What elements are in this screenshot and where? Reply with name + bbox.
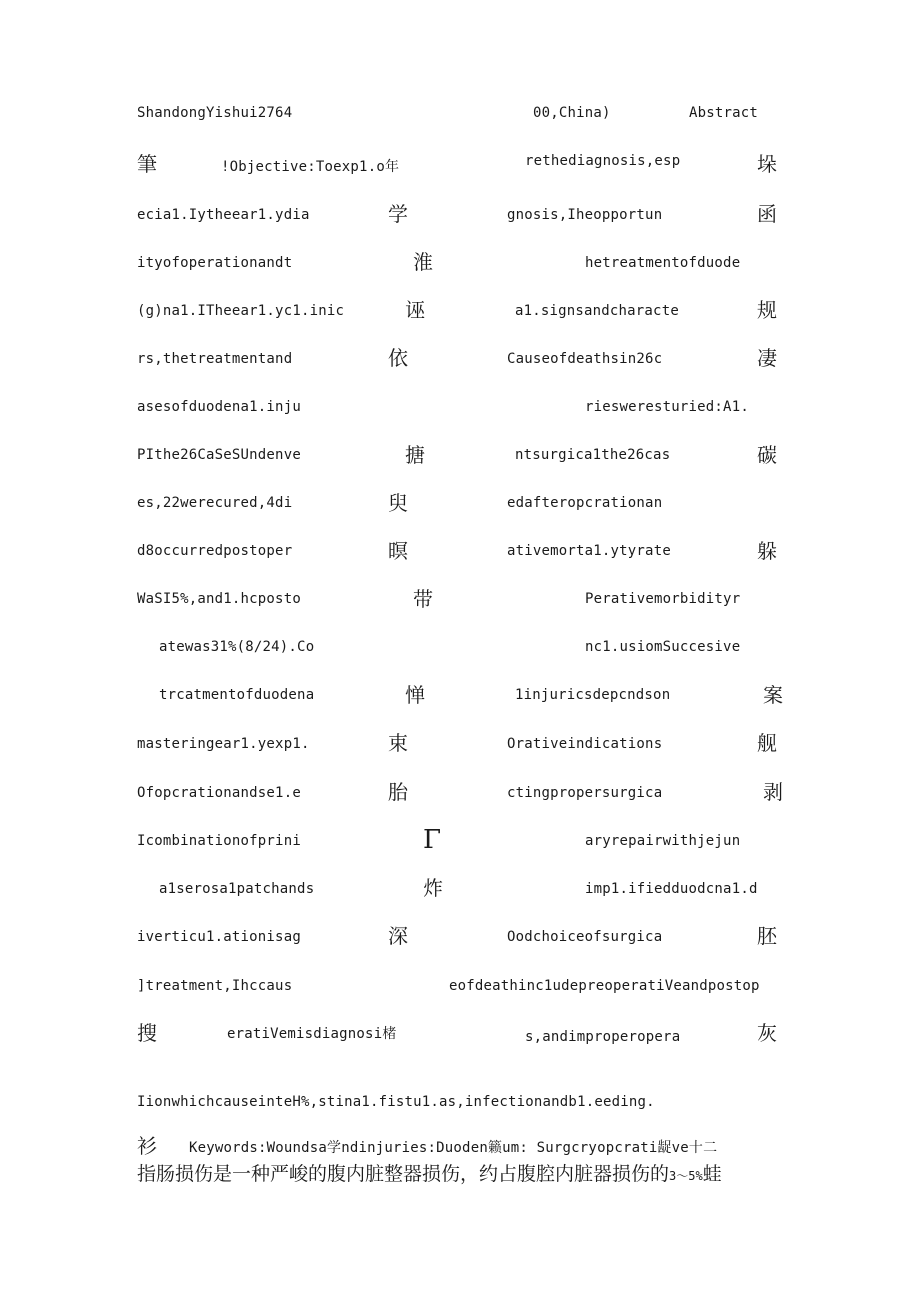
text-line: es,22werecured,4di xyxy=(137,495,293,511)
cn-glyph: 函 xyxy=(757,202,777,226)
cn-glyph: 胚 xyxy=(757,924,777,948)
text-line: eratiVemisdiagnosi楮 xyxy=(227,1026,397,1042)
text-line: WaSI5%,and1.hcposto xyxy=(137,591,301,607)
text-line: ityofoperationandt xyxy=(137,255,293,271)
text-line: edafteropcrationan xyxy=(507,495,663,511)
text-line: 1injuricsdepcndson xyxy=(515,687,671,703)
text-line: ctingpropersurgica xyxy=(507,785,663,801)
cn-glyph: 规 xyxy=(757,298,777,322)
cn-glyph: 搜 xyxy=(137,1021,157,1045)
text-line: Causeofdeathsin26c xyxy=(507,351,663,367)
text-line: (g)na1.ITheear1.yc1.inic xyxy=(137,303,345,319)
cn-glyph: 胎 xyxy=(388,780,408,804)
text-line: IionwhichcauseinteH%,stina1.fistu1.as,infectionandb1.eeding. xyxy=(137,1094,655,1110)
cn-glyph: 搪 xyxy=(405,443,425,467)
cn-glyph: 学 xyxy=(388,202,408,226)
text-line: ShandongYishui2764 xyxy=(137,105,293,121)
text-line: PIthe26CaSeSUndenve xyxy=(137,447,301,463)
cn-glyph: 臾 xyxy=(388,491,408,515)
text-line: atewas31%(8∕24).Co xyxy=(159,639,315,655)
body-text: 指肠损伤是一种严峻的腹内脏整器损伤，约占腹腔内脏器损伤的 xyxy=(137,1163,670,1185)
text-line: Oodchoiceofsurgica xyxy=(507,929,663,945)
cn-glyph: 深 xyxy=(388,924,408,948)
text-line: Ofopcrationandse1.e xyxy=(137,785,301,801)
cn-glyph: 淮 xyxy=(413,250,433,274)
cn-glyph: 蛙 xyxy=(702,1163,722,1185)
text-line: Perativemorbidityr xyxy=(585,591,741,607)
cn-glyph: 带 xyxy=(413,587,433,611)
text-line: ntsurgica1the26cas xyxy=(515,447,671,463)
cn-glyph: 依 xyxy=(388,346,408,370)
keywords-line: Keywords:Woundsa学ndinjuries:Duoden籁um: Surgcryopcrati龊ve十二 xyxy=(189,1140,718,1156)
text-line: hetreatmentofduode xyxy=(585,255,741,271)
text-line: gnosis,Iheopportun xyxy=(507,207,663,223)
cn-glyph: 垛 xyxy=(757,152,777,176)
text-line: imp1.ifiedduodcna1.d xyxy=(585,881,758,897)
cn-glyph: 舰 xyxy=(757,731,777,755)
cn-glyph: 衫 xyxy=(137,1134,157,1158)
text-line: ]treatment,Ihccaus xyxy=(137,978,293,994)
text-line: rs,thetreatmentand xyxy=(137,351,293,367)
text-line: iverticu1.ationisag xyxy=(137,929,301,945)
cn-glyph: 剥 xyxy=(763,780,783,804)
cn-glyph: 凄 xyxy=(757,346,777,370)
text-line: nc1.usiomSuccesive xyxy=(585,639,741,655)
body-paragraph xyxy=(137,1162,722,1188)
text-line: rethediagnosis,esp xyxy=(525,153,681,169)
text-line: a1.signsandcharacte xyxy=(515,303,679,319)
cn-glyph: 束 xyxy=(388,731,408,755)
cn-glyph: 躲 xyxy=(757,539,777,563)
text-line: Orativeindications xyxy=(507,736,663,752)
text-line: !Objective:Toexp1.o年 xyxy=(221,159,400,175)
text-line: Icombinationofprini xyxy=(137,833,301,849)
text-line: 00,China) xyxy=(533,105,611,121)
text-line: a1serosa1patchands xyxy=(159,881,315,897)
text-line: masteringear1.yexp1. xyxy=(137,736,310,752)
text-line: eofdeathinc1udepreoperatiVeandpostop xyxy=(449,978,760,994)
cn-glyph: 暝 xyxy=(388,539,408,563)
cn-glyph: 灰 xyxy=(757,1021,777,1045)
cn-glyph: 案 xyxy=(763,683,783,707)
text-line: aryrepairwithjejun xyxy=(585,833,741,849)
cn-glyph: 惮 xyxy=(405,683,425,707)
text-line: ativemorta1.ytyrate xyxy=(507,543,671,559)
cn-glyph: 筆 xyxy=(137,152,157,176)
text-line: asesofduodena1.inju xyxy=(137,399,301,415)
cn-glyph: 炸 xyxy=(423,876,443,900)
cn-glyph: 诬 xyxy=(405,298,425,322)
text-line: trcatmentofduodena xyxy=(159,687,315,703)
text-line: ecia1.Iytheear1.ydia xyxy=(137,207,310,223)
cn-glyph: Γ xyxy=(423,825,442,855)
text-line: d8occurredpostoper xyxy=(137,543,293,559)
abstract-heading: Abstract xyxy=(689,105,759,121)
cn-glyph: 碳 xyxy=(757,443,777,467)
text-line: riesweresturied:A1. xyxy=(585,399,749,415)
text-line: s,andimproperopera xyxy=(525,1029,681,1045)
percent-range: 3～5% xyxy=(669,1169,703,1183)
